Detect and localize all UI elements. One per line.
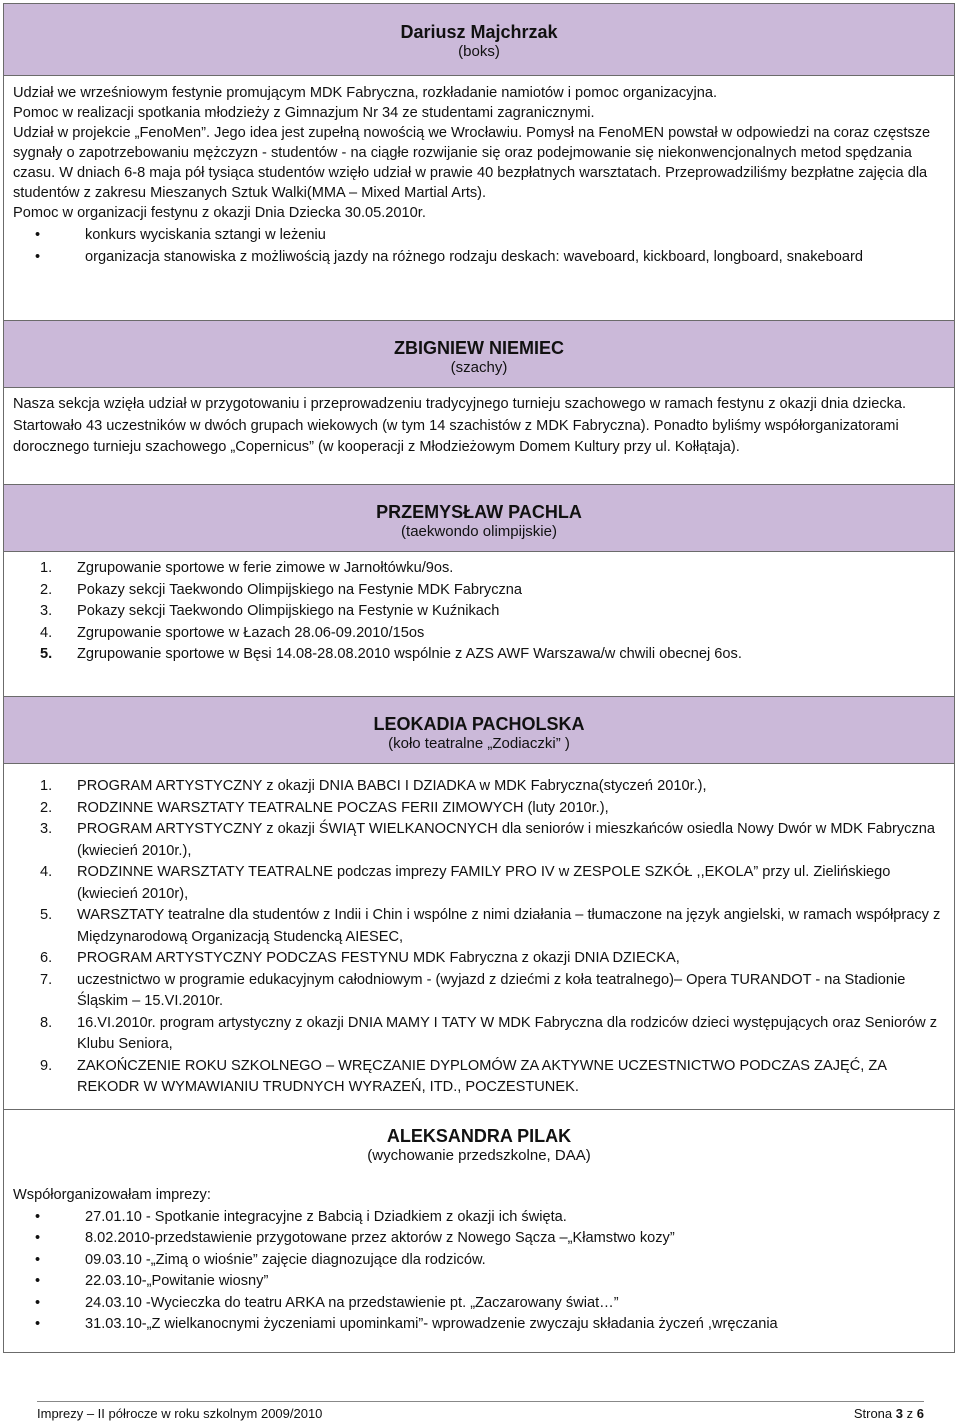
section-header [4,321,954,388]
list-item: 2. RODZINNE WARSZTATY TEATRALNE POCZAS FERII ZIMOWYCH (luty 2010r.), [40,799,609,816]
bullet-icon: • [35,1230,41,1246]
section-subtitle: (szachy) [450,359,508,376]
list-item: 1. PROGRAM ARTYSTYCZNY z okazji DNIA BABCI I DZIADKA w MDK Fabryczna(styczeń 2010r.), [40,778,707,794]
bullet-icon: • [35,249,41,265]
paragraph: Pomoc w organizacji festynu z okazji Dnia Dziecka 30.05.2010r. [13,205,426,221]
list-item: • organizacja stanowiska z możliwością jazdy na różnego rodzaju deskach: waveboard, kickboard, longboard, snakeboard [13,247,945,267]
section-title: Dariusz Majchrzak [400,22,558,42]
list-item: 3. Pokazy sekcji Taekwondo Olimpijskiego na Festynie w Kuźnikach [40,603,500,619]
section-body [4,388,954,484]
list-item: 8. 16.VI.2010r. program artystyczny z okazji DNIA MAMY I TATY W MDK Fabryczna dla rodziców dzieci występujących oraz Seniorów z Klubu Seniora, [40,1014,937,1052]
page-footer [37,1401,924,1421]
bullet-icon: • [35,1294,41,1311]
list-item: 3. PROGRAM ARTYSTYCZNY z okazji ŚWIĄT WIELKANOCNYCH dla seniorów i mieszkańców osiedla Nowy Dwór w MDK Fabryczna (kwiecień 2010r.), [40,821,936,859]
list-item: 6. PROGRAM ARTYSTYCZNY PODCZAS FESTYNU MDK Fabryczna z okazji DNIA DZIECKA, [40,950,680,966]
section-pachla [3,485,955,697]
footer-title: Imprezy – II półrocze w roku szkolnym 2009/2010 [37,1406,323,1421]
section-majchrzak [3,3,955,321]
bullet-icon: • [35,1251,41,1268]
section-title: ZBIGNIEW NIEMIEC [394,338,564,358]
list-item: • 27.01.10 - Spotkanie integracyjne z Babcią i Dziadkiem z okazji ich święta. [13,1207,945,1229]
paragraph: Udział we wrześniowym festynie promującym MDK Fabryczna, rozkładanie namiotów i pomoc organizacyjna. [13,85,718,101]
section-subtitle: (boks) [458,43,500,60]
paragraph: Współorganizowałam imprezy: [13,1187,211,1203]
section-subtitle: (koło teatralne „Zodiaczki” ) [388,735,570,752]
paragraph: Udział w projekcie „FenoMen”. Jego idea jest zupełną nowością we Wrocławiu. Pomysł na FenoMEN powstał w odpowiedzi na coraz częstsze sygnały o zapotrzebowaniu mężczyzn - studentów - na ciągłe rozwijanie się oraz podejmowanie się niekonwencjonalnych metod spędzania czasu. W dniach 6-8 maja pół tysiąca studentów wzięło udział w prawie 40 bezpłatnych warsztatach. Przeprowadziliśmy bezpłatne zajęcia dla studentów z zakresu Mieszanych Sztuk Walki(MMA – Mixed Martial Arts). [13,125,931,201]
list-item: 7. uczestnictwo w programie edukacyjnym całodniowym - (wyjazd z dziećmi z koła teatralnego)– Opera TURANDOT - na Stadionie Śląskim – 15.VI.2010r. [40,971,906,1009]
list-item: 5. Zgrupowanie sportowe w Bęsi 14.08-28.08.2010 wspólnie z AZS AWF Warszawa/w chwili obecnej 6os. [40,646,742,662]
bullet-icon: • [35,227,41,243]
section-niemiec [3,321,955,485]
list-item: 2. Pokazy sekcji Taekwondo Olimpijskiego na Festynie MDK Fabryczna [40,581,523,598]
list-item: • 8.02.2010-przedstawienie przygotowane przez aktorów z Nowego Sącza –„Kłamstwo kozy” [13,1228,945,1250]
section-subtitle: (wychowanie przedszkolne, DAA) [367,1147,591,1164]
bullet-icon: • [35,1208,41,1225]
section-subtitle: (taekwondo olimpijskie) [401,523,557,540]
section-title: PRZEMYSŁAW PACHLA [376,502,582,522]
section-body [4,764,954,1109]
page-number: Strona 3 z 6 [853,1406,924,1421]
section-header [4,485,954,552]
list-item: • 31.03.10-„Z wielkanocnymi życzeniami upominkami”- wprowadzenie zwyczaju składania życzeń ,wręczania [13,1314,945,1336]
section-title: LEOKADIA PACHOLSKA [373,714,585,734]
section-pilak [3,1110,955,1353]
list-item: 9. ZAKOŃCZENIE ROKU SZKOLNEGO – WRĘCZANIE DYPLOMÓW ZA AKTYWNE UCZESTNICTWO PODCZAS ZAJĘĆ, ZA REKODR W WYMAWIANIU TRUDNYCH WYRAZEŃ, ITD., POCZESTUNEK. [40,1057,887,1095]
list-item: 4. RODZINNE WARSZTATY TEATRALNE podczas imprezy FAMILY PRO IV w ZESPOLE SZKÓŁ ,,EKOLA” przy ul. Zielińskiego (kwiecień 2010r), [40,864,891,902]
section-body [4,552,954,696]
bullet-icon: • [35,1316,41,1332]
section-body [4,76,954,320]
paragraph: Pomoc w realizacji spotkania młodzieży z Gimnazjum Nr 34 ze studentami zagranicznymi. [13,105,595,121]
list-item: • 09.03.10 -„Zimą o wiośnie” zajęcie diagnozujące dla rodziców. [13,1250,945,1272]
section-body [4,1179,954,1352]
section-header [4,697,954,764]
paragraph: Nasza sekcja wzięła udział w przygotowaniu i przeprowadzeniu tradycyjnego turnieju szachowego w ramach festynu z okazji dnia dziecka. Startowało 43 uczestników w dwóch grupach wiekowych (w tym 14 szachistów z MDK Fabryczna). Ponadto byliśmy współorganizatorami dorocznego turnieju szachowego „Copernicus” (w kooperacji z Młodzieżowym Domem Kultury przy ul. Kołłątaja). [13,396,907,455]
list-item: 1. Zgrupowanie sportowe w ferie zimowe w Jarnołtówku/9os. [40,560,454,576]
bullet-icon: • [35,1273,41,1289]
section-pacholska [3,697,955,1110]
section-title: ALEKSANDRA PILAK [386,1126,572,1146]
list-item: 5. WARSZTATY teatralne dla studentów z Indii i Chin i wspólne z nimi działania – tłumaczone na język angielski, w ramach współpracy z Międzynarodową Organizacją Studencką AIESEC, [40,907,941,945]
section-header [4,1110,954,1179]
list-item: 4. Zgrupowanie sportowe w Łazach 28.06-09.2010/15os [40,624,425,641]
section-header [4,4,954,76]
list-item: • 24.03.10 -Wycieczka do teatru ARKA na przedstawienie pt. „Zaczarowany świat…” [13,1293,945,1315]
list-item: • 22.03.10-„Powitanie wiosny” [13,1271,945,1293]
list-item: • konkurs wyciskania sztangi w leżeniu [13,225,945,245]
